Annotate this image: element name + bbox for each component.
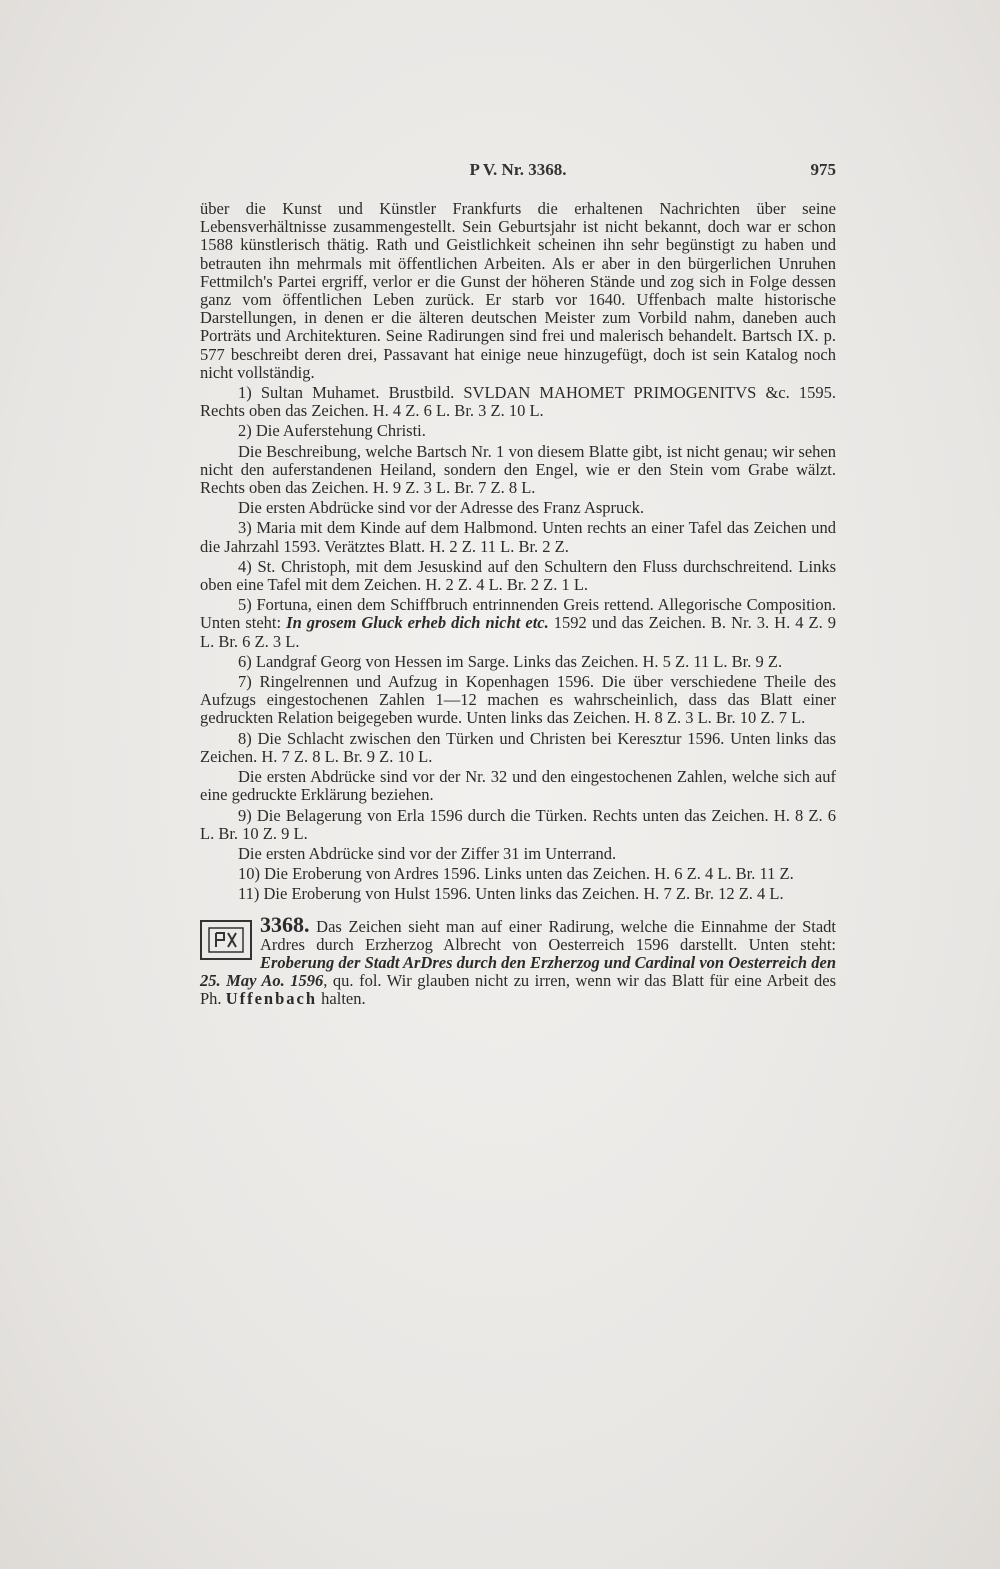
item-text: 1592 und das Zeichen. B. Nr. 3. H. 4 Z. 9 L. Br. 6 Z. 3 L. <box>200 613 836 651</box>
running-title: P V. Nr. 3368. <box>469 160 567 179</box>
monogram-mark-icon <box>200 920 252 960</box>
catalog-entry <box>200 911 837 1009</box>
inscription-quote: In grosem Gluck erheb dich nicht etc. <box>286 613 549 633</box>
item-text: 5) Fortuna, einen dem Schiffbruch entrinnenden Greis rettend. Allegorische Composition. Unten steht: <box>200 595 836 633</box>
catalog-item: 6) Landgraf Georg von Hessen im Sarge. Links das Zeichen. H. 5 Z. 11 L. Br. 9 Z. <box>238 651 783 671</box>
entry-number: 3368. <box>260 911 310 937</box>
entry-text: , qu. fol. Wir glauben nicht zu irren, wenn wir das Blatt für eine Arbeit des Ph. <box>200 971 837 1009</box>
artist-name: Uffenbach <box>225 989 318 1009</box>
paragraph: Die ersten Abdrücke sind vor der Ziffer 31 im Unterrand. <box>238 843 617 863</box>
paragraph: Die ersten Abdrücke sind vor der Nr. 32 und den eingestochenen Zahlen, welche sich auf eine gedruckte Erklärung beziehen. <box>200 767 836 805</box>
paragraph: über die Kunst und Künstler Frankfurts die erhaltenen Nachrichten über seine Lebensverhältnisse zusammengestellt. Sein Geburtsjahr ist nicht bekannt, doch war er schon 1588 künstlerisch thätig. Rath und Geistlichkeit scheinen ihn sehr begünstigt zu haben und betrauten ihn mehrmals mit öffentlichen Arbeiten. Als er aber in den bürgerlichen Unruhen Fettmilch's Partei ergriff, verlor er die Gunst der höheren Stände und zog sich in Folge dessen ganz vom öffentlichen Leben zurück. Er starb vor 1640. Uffenbach malte historische Darstellungen, in denen er die älteren deutschen Meister zum Vorbild nahm, daneben auch Porträts und Architekturen. Seine Radirungen sind frei und malerisch behandelt. Bartsch IX. p. 577 beschreibt deren drei, Passavant hat einige neue hinzugefügt, doch ist sein Katalog noch nicht vollständig. <box>200 199 836 382</box>
catalog-item: 9) Die Belagerung von Erla 1596 durch die Türken. Rechts unten das Zeichen. H. 8 Z. 6 L. Br. 10 Z. 9 L. <box>200 805 836 843</box>
body-text <box>200 200 836 1011</box>
inscription-quote: Eroberung der Stadt ArDres durch den Erzherzog und Cardinal von Oesterreich den 25. May Ao. 1596 <box>200 952 836 991</box>
paragraph: Die Beschreibung, welche Bartsch Nr. 1 von diesem Blatte gibt, ist nicht genau; wir sehen nicht den auferstandenen Heiland, sondern den Engel, wie er den Stein vom Grabe wälzt. Rechts oben das Zeichen. H. 9 Z. 3 L. Br. 7 Z. 8 L. <box>200 441 836 498</box>
catalog-item: 8) Die Schlacht zwischen den Türken und Christen bei Keresztur 1596. Unten links das Zeichen. H. 7 Z. 8 L. Br. 9 Z. 10 L. <box>200 728 836 766</box>
entry-paragraph <box>200 911 837 1009</box>
page-number: 975 <box>810 160 836 179</box>
catalog-item <box>200 596 836 651</box>
catalog-item: 3) Maria mit dem Kinde auf dem Halbmond. Unten rechts an einer Tafel das Zeichen und die Jahrzahl 1593. Verätztes Blatt. H. 2 Z. 11 L. Br. 2 Z. <box>200 518 836 556</box>
paragraph: Die ersten Abdrücke sind vor der Adresse des Franz Aspruck. <box>238 498 644 518</box>
catalog-item: 10) Die Eroberung von Ardres 1596. Links unten das Zeichen. H. 6 Z. 4 L. Br. 11 Z. <box>238 864 794 884</box>
catalog-item: 1) Sultan Muhamet. Brustbild. SVLDAN MAHOMET PRIMOGENITVS &c. 1595. Rechts oben das Zeichen. H. 4 Z. 6 L. Br. 3 Z. 10 L. <box>200 383 836 421</box>
catalog-item: 2) Die Auferstehung Christi. <box>238 421 426 441</box>
entry-text: Das Zeichen sieht man auf einer Radirung, welche die Einnahme der Stadt Ardres durch Erzherzog Albrecht von Oesterreich 1596 darstellt. Unten steht: <box>260 916 836 954</box>
entry-text: halten. <box>317 989 366 1009</box>
page-header <box>200 160 836 184</box>
catalog-item: 4) St. Christoph, mit dem Jesuskind auf den Schultern den Fluss durchschreitend. Links oben eine Tafel mit dem Zeichen. H. 2 Z. 4 L. Br. 2 Z. 1 L. <box>200 556 836 595</box>
catalog-item: 7) Ringelrennen und Aufzug in Kopenhagen 1596. Die über verschiedene Theile des Aufzugs eingestochenen Zahlen 1—12 machen es wahrscheinlich, dass das Blatt einer gedruckten Relation beigegeben wurde. Unten links das Zeichen. H. 8 Z. 3 L. Br. 10 Z. 7 L. <box>200 672 836 728</box>
catalog-item: 11) Die Eroberung von Hulst 1596. Unten links das Zeichen. H. 7 Z. Br. 12 Z. 4 L. <box>238 884 784 904</box>
